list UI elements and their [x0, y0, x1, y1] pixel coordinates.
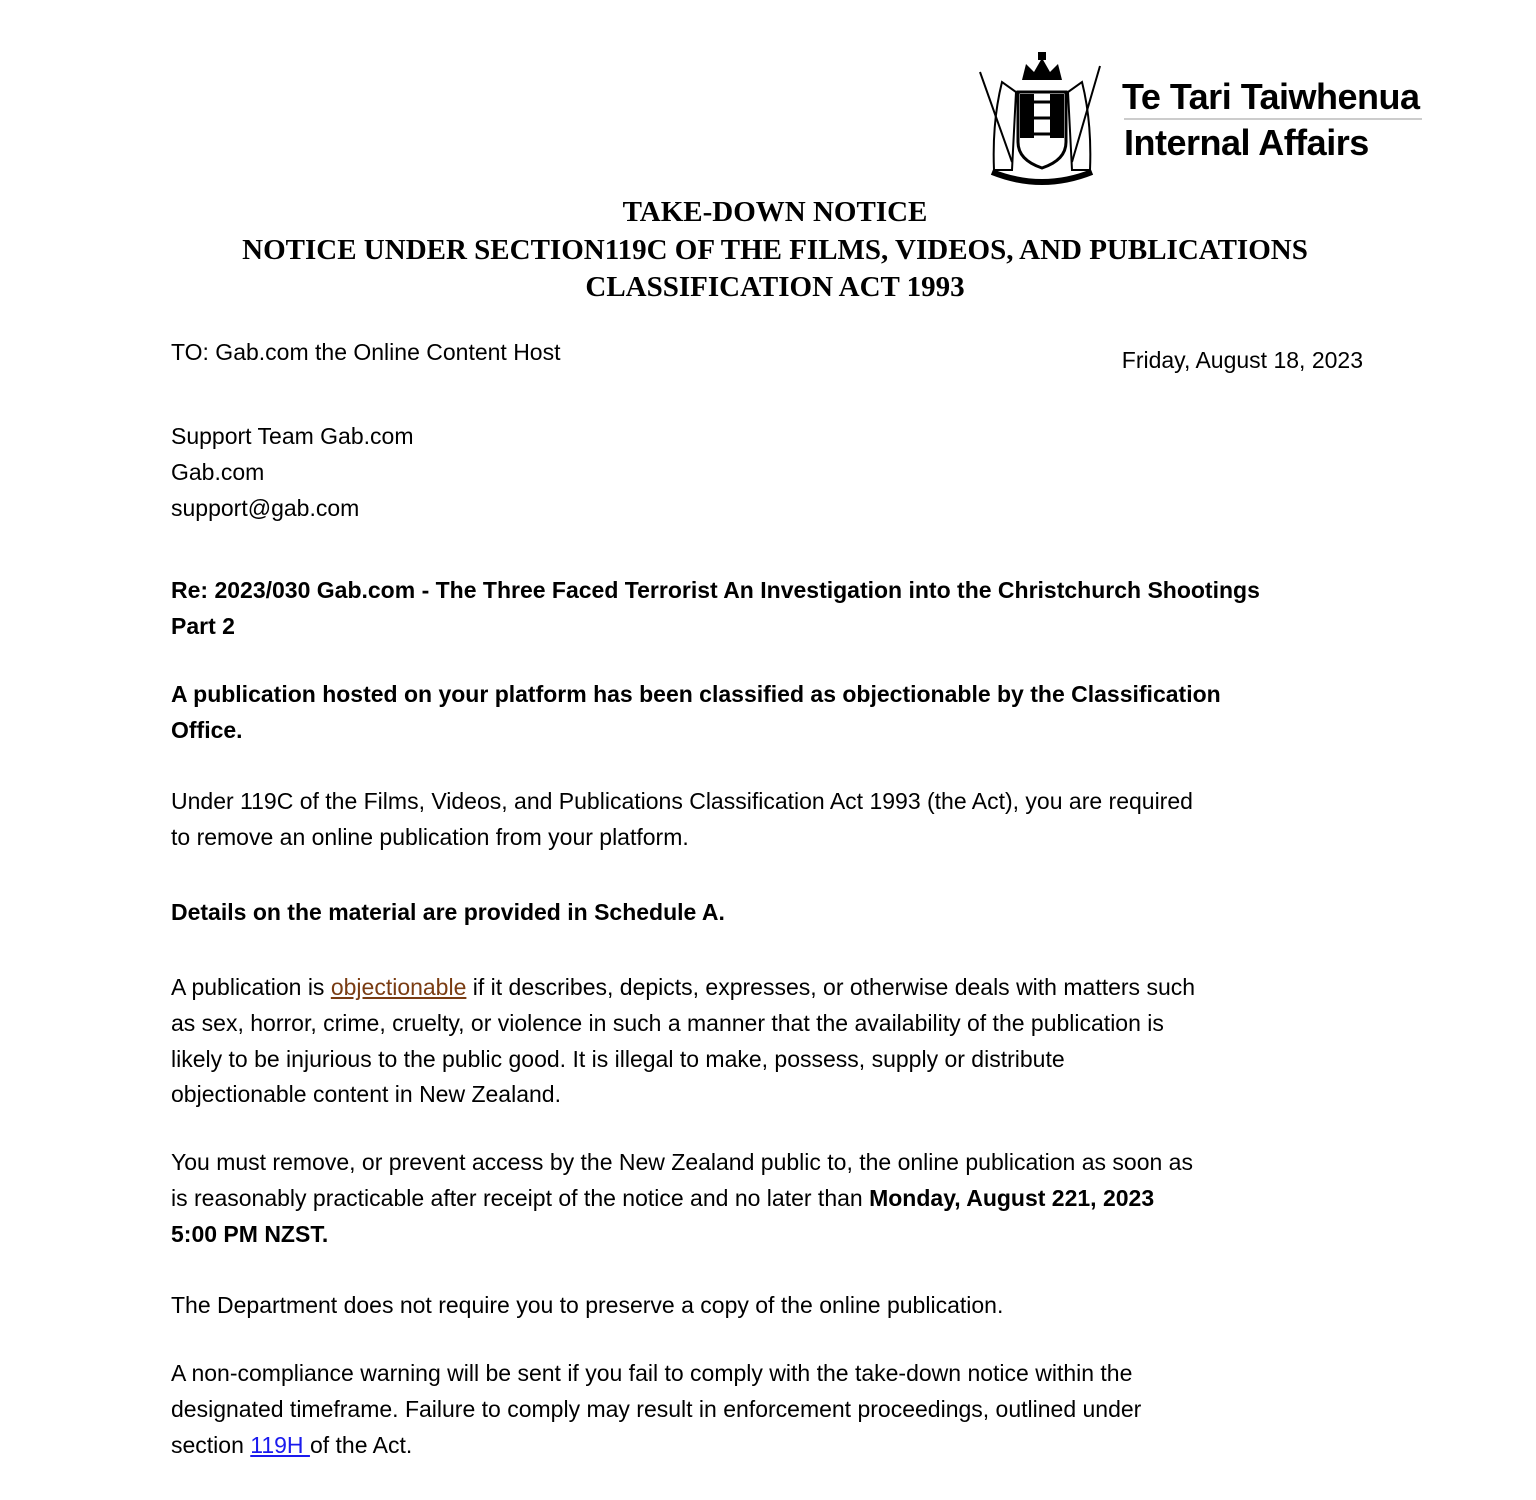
text-run: A non-compliance warning will be sent if you fail to comply with the take-down notice within the: [171, 1360, 1133, 1386]
body-paragraph: [171, 1288, 1003, 1324]
text-run: Part 2: [171, 612, 235, 639]
paragraph-line: [171, 784, 1193, 820]
body-paragraph: [171, 1356, 1141, 1463]
heading-line: TAKE-DOWN NOTICE: [622, 196, 928, 228]
internal-affairs-logo: [972, 52, 1432, 188]
address-email: support@gab.com: [171, 494, 360, 521]
body-paragraph: [171, 970, 1195, 1113]
logo-english-name: Internal Affairs: [1124, 122, 1369, 163]
paragraph-line: [171, 970, 1195, 1006]
text-run: likely to be injurious to the public good. It is illegal to make, possess, supply or distribute: [171, 1045, 1065, 1072]
paragraph-line: [171, 1077, 1195, 1113]
text-run: A publication is: [171, 974, 331, 1000]
paragraph-line: [171, 1217, 1193, 1253]
body-paragraph: [171, 573, 1260, 645]
logo-maori-name: Te Tari Taiwhenua: [1122, 76, 1420, 117]
objectionable-link[interactable]: objectionable: [330, 974, 467, 1000]
text-run: designated timeframe. Failure to comply may result in enforcement proceedings, outlined under: [171, 1395, 1142, 1422]
notice-heading: [0, 194, 1536, 307]
text-run: objectionable content in New Zealand.: [171, 1081, 561, 1108]
paragraph-line: [171, 1006, 1195, 1042]
nz-coat-of-arms-icon: [972, 52, 1112, 186]
text-run: Re: 2023/030 Gab.com - The Three Faced Terrorist An Investigation into the Christchurch Shootings: [171, 577, 1260, 603]
text-run: Monday, August 221, 2023: [869, 1184, 1155, 1211]
paragraph-line: [171, 677, 1221, 713]
text-run: Under 119C of the Films, Videos, and Publications Classification Act 1993 (the Act), you are required: [171, 788, 1193, 814]
section-119h-link[interactable]: 119H: [250, 1431, 310, 1458]
text-run: of the Act.: [309, 1431, 413, 1458]
body-paragraph: [171, 895, 725, 931]
text-run: Office.: [171, 716, 243, 743]
recipient-line: TO: Gab.com the Online Content Host: [171, 339, 561, 365]
paragraph-line: [171, 1288, 1003, 1324]
body-paragraph: [171, 677, 1221, 749]
paragraph-line: [171, 1392, 1141, 1428]
paragraph-line: [171, 1356, 1141, 1392]
address-line: Gab.com: [171, 458, 265, 485]
paragraph-line: [171, 820, 1193, 856]
paragraph-line: [171, 1428, 1141, 1464]
paragraph-line: [171, 1181, 1193, 1217]
paragraph-line: [171, 609, 1260, 645]
heading-line: NOTICE UNDER SECTION119C OF THE FILMS, VIDEOS, AND PUBLICATIONS: [242, 233, 1308, 266]
text-run: Details on the material are provided in Schedule A.: [171, 899, 725, 925]
text-run: is reasonably practicable after receipt of the notice and no later than: [171, 1184, 870, 1211]
paragraph-line: [171, 1145, 1193, 1181]
notice-date: Friday, August 18, 2023: [1121, 347, 1363, 373]
text-run: The Department does not require you to preserve a copy of the online publication.: [171, 1292, 1004, 1318]
text-run: if it describes, depicts, expresses, or otherwise deals with matters such: [466, 974, 1196, 1000]
logo-divider: [1124, 118, 1422, 120]
paragraph-line: [171, 895, 725, 931]
heading-line: CLASSIFICATION ACT 1993: [585, 271, 965, 303]
text-run: You must remove, or prevent access by the New Zealand public to, the online publication as soon as: [171, 1149, 1193, 1175]
body-paragraph: [171, 1145, 1193, 1252]
text-run: to remove an online publication from your platform.: [171, 823, 689, 850]
body-paragraph: [171, 784, 1193, 856]
text-run: A publication hosted on your platform has been classified as objectionable by the Classification: [171, 681, 1221, 707]
paragraph-line: [171, 1042, 1195, 1078]
text-run: section: [171, 1431, 251, 1458]
recipient-address: [171, 419, 413, 526]
text-run: as sex, horror, crime, cruelty, or violence in such a manner that the availability of the publication is: [171, 1009, 1164, 1036]
paragraph-line: [171, 713, 1221, 749]
address-line: Support Team Gab.com: [171, 423, 414, 449]
text-run: 5:00 PM NZST.: [171, 1220, 329, 1247]
paragraph-line: [171, 573, 1260, 609]
